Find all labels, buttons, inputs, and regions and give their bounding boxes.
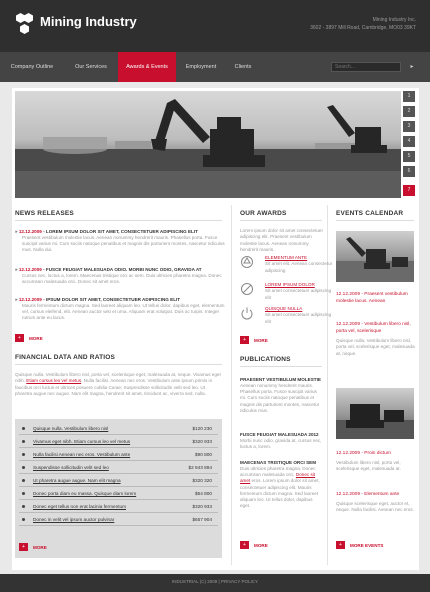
award-item <box>240 255 335 279</box>
row-value: $54 800 <box>195 491 212 496</box>
slide-button-4[interactable]: 4 <box>403 136 415 147</box>
no-entry-icon <box>240 282 254 296</box>
news-item-title[interactable]: » 12.12.2009 - FUSCE FEUGIAT MALESUADA ODIO. MORBI NUNC ODIO, GRAVIDA AT <box>15 267 202 272</box>
bullet-icon <box>22 466 25 469</box>
news-date: 12.12.2009 <box>18 229 42 234</box>
plus-icon: + <box>240 336 249 344</box>
site-footer <box>0 574 430 592</box>
publications-heading: PUBLICATIONS <box>240 356 291 363</box>
news-item-title[interactable]: » 12.12.2009 - IPSUM DOLOR SIT AMET, CONSECTETUER ADIPISCING ELIT <box>15 297 181 302</box>
awards-heading: OUR AWARDS <box>240 210 287 217</box>
row-value: $120 230 <box>192 426 212 431</box>
search-input[interactable] <box>331 62 401 72</box>
news-date: 12.12.2009 <box>18 267 42 272</box>
event-title[interactable]: 12.12.2009 - Proin dictum <box>336 451 391 456</box>
company-info <box>310 16 416 32</box>
award-text: LOREM IPSUM DOLOR Sit amet consectetuer adipiscing elit <box>265 282 335 301</box>
plus-icon: + <box>19 543 28 551</box>
footer-text[interactable]: INDUSTRIAL (C) 2009 | PRIVACY POLICY <box>171 579 259 584</box>
row-label[interactable]: Donec eget tellus non erat lacinia fermentum <box>33 504 127 509</box>
news-title-text: - FUSCE FEUGIAT MALESUADA ODIO. MORBI NUNC ODIO, GRAVIDA AT <box>41 267 202 272</box>
site-header <box>0 0 430 52</box>
more-label: MORE <box>254 542 268 548</box>
table-row <box>19 475 218 487</box>
publication-body: Morbi nunc odio, gravida at, cursus nec, luctus a, lorem. <box>240 438 322 450</box>
news-title-text: - IPSUM DOLOR SIT AMET, CONSECTETUER ADIPISCING ELIT <box>41 297 181 302</box>
events-more-button[interactable] <box>336 541 383 549</box>
news-title-text: - LOREM IPSUM DOLOR SIT AMET, CONSECTETUER ADIPISCING ELIT <box>41 229 198 234</box>
awards-more-button[interactable] <box>240 336 268 344</box>
finance-more-button[interactable] <box>19 543 47 551</box>
table-row <box>19 462 218 474</box>
finance-table <box>15 419 222 558</box>
row-value: $320 933 <box>192 504 212 509</box>
company-name: Mining Industry Inc. <box>372 17 416 23</box>
row-label[interactable]: Vivamus eget nibh. Etiam cursus leo vel metus <box>33 439 131 444</box>
row-value: $2 943 894 <box>188 465 212 470</box>
news-item <box>15 267 225 285</box>
news-item-body: Mauris fermentum dictum magna. Sed laoreet aliquam leo. Ut tellus dolor, dapibus eget, elementum vel, cursus eleifend, elit. Aenean auctor wisi et urna. Aliquam erat volutpat. Duis ac turpis. Integer rutrum ante eu lacus. <box>22 303 225 321</box>
publication-body: Duis ultricies pharetra magna. Donec accumsan malesuada orci. Donec sit amet eros. Lorem ipsum dolor sit amet, consectetuer adipiscing elit. Mauris fermentum dictum magna. Sed laoreet aliquam leo. Ut tellus dolor, dapibus eget. <box>240 466 320 509</box>
site-logo-text[interactable]: Mining Industry <box>40 14 137 29</box>
awards-intro: Lorem ipsum dolor sit amet consectetuer adipiscing elit. Praesent vestibulum molestie lacus. Aenean nonummy hendrerit mauris. <box>240 228 323 252</box>
nav-awards-events[interactable]: Awards & Events <box>118 52 176 82</box>
slide-button-1[interactable]: 1 <box>403 91 415 102</box>
company-address: 3602 - 3897 Mill Road, Cambridge, MO03 39KT <box>310 25 416 31</box>
row-label[interactable]: Quisque nulla. Vestibulum libero nisl <box>33 426 109 431</box>
row-value: $320 933 <box>192 439 212 444</box>
event-image[interactable] <box>336 231 414 282</box>
bullet-icon <box>22 492 25 495</box>
publication-title[interactable]: MAECENAS TRISTIQUE ORCI SEM <box>240 460 317 465</box>
news-heading: NEWS RELEASES <box>15 210 74 217</box>
column-divider <box>231 205 232 565</box>
event-body: Vestibulum libero nisl, porta vel, scelerisque eget, malesuada at. <box>336 460 401 472</box>
heading-divider <box>336 220 414 221</box>
bullet-icon <box>22 427 25 430</box>
bullet-icon <box>22 505 25 508</box>
award-link[interactable]: QUISQUE NULLA <box>265 306 303 311</box>
news-item <box>15 297 225 322</box>
news-item-body: Cursus nec, luctus a, lorem. Maecenas tristique orci ac sem. Duis ultricies pharetra magna. Donec accumsan malesuada orci. Donec sit amet eros. <box>22 273 222 285</box>
hexagon-logo-icon[interactable] <box>16 13 33 35</box>
news-item-title[interactable]: » 12.12.2009 - LOREM IPSUM DOLOR SIT AMET, CONSECTETUER ADIPISCING ELIT <box>15 229 198 234</box>
publication-title[interactable]: FUSCE FEUGIAT MALESUADA 2012 <box>240 432 319 437</box>
table-row <box>19 449 218 461</box>
main-nav <box>0 52 430 82</box>
slide-button-3[interactable]: 3 <box>403 121 415 132</box>
bullet-icon <box>22 453 25 456</box>
heading-divider <box>15 220 222 221</box>
publication-link[interactable]: Donec sit amet <box>240 472 316 484</box>
plus-icon: + <box>240 541 249 549</box>
nav-clients[interactable]: Clients <box>234 64 252 70</box>
more-label: MORE <box>254 337 268 343</box>
heading-divider <box>15 364 222 365</box>
recycle-icon <box>240 255 254 269</box>
table-row <box>19 514 218 526</box>
event-title[interactable]: 12.12.2009 - Praesent vestibulum molestie lacus. Aenean <box>336 292 408 304</box>
slide-button-6[interactable]: 6 <box>403 166 415 177</box>
search-arrow-icon[interactable]: ▸ <box>410 64 414 70</box>
slide-button-5[interactable]: 5 <box>403 151 415 162</box>
row-label[interactable]: Donec in velit vel ipsum auctor pulvinar <box>33 517 115 522</box>
power-icon <box>240 306 254 320</box>
hero-banner-image <box>15 91 401 198</box>
publication-body: Aenean nonummy hendrerit mauris. Phasellus porta. Fusce suscipit varius mi. Cum sociis natoque penatibus et magnis dis parturient montes, nascetur ridiculus mus. <box>240 383 320 413</box>
bullet-icon <box>22 440 25 443</box>
table-row <box>19 488 218 500</box>
event-body: Quisque nulla. Vestibulum libero nisl, porta vel, scelerisque eget, malesuada at, neque. <box>336 338 415 356</box>
event-title[interactable]: 12.12.2009 - Elementum ante <box>336 492 400 497</box>
publications-more-button[interactable] <box>240 541 268 549</box>
event-body: Quisque scelerisque eget, auctor et, neque. Nulla facilisi. Aenean nec eros. <box>336 501 414 513</box>
row-label[interactable]: Suspendisse sollicitudin velit sed leo <box>33 465 109 470</box>
nav-employment[interactable]: Employment <box>185 64 217 70</box>
plus-icon: + <box>15 334 24 342</box>
heading-divider <box>240 220 322 221</box>
row-label[interactable]: Donec porta diam eu massa. Quisque diam lorem <box>33 491 137 496</box>
news-date: 12.12.2009 <box>18 297 42 302</box>
table-row <box>19 501 218 513</box>
news-item <box>15 229 225 254</box>
award-item <box>240 282 335 306</box>
more-label: MORE EVENTS <box>350 542 384 548</box>
award-link[interactable]: LOREM IPSUM DOLOR <box>265 282 315 287</box>
finance-intro: Quisque nulla. Vestibulum libero nisl, porta vel, scelerisque eget, malesuada at, neque. Vivamus eget nibh. Etiam cursus leo vel metus. Nulla facilisi. Aenean nec eros. Vestibulum ante ipsum primis in faucibus orci luctus et ultrices posuere cubilia Curae; Suspendisse sollicitudin velit sed leo. Ut pharetra augue nec augue. Nam elit magna, hendrerit sit amet, tincidunt ac, viverra sed, nulla. <box>15 372 221 396</box>
event-title[interactable]: 12.12.2009 - Vestibulum libero nisl, porta vel, scelerisque <box>336 322 411 334</box>
slide-button-2[interactable]: 2 <box>403 106 415 117</box>
nav-company-outline[interactable]: Company Outline <box>10 64 54 70</box>
events-heading: EVENTS CALENDAR <box>336 210 404 217</box>
row-label[interactable]: Nulla facilisi Aenean nec eros. Vestibulum ante <box>33 452 131 457</box>
row-value: $90 800 <box>195 452 212 457</box>
table-row <box>19 436 218 448</box>
bullet-icon <box>22 479 25 482</box>
heading-divider <box>240 366 322 367</box>
row-value: $657 904 <box>192 517 212 522</box>
slide-button-7[interactable]: 7 <box>403 185 415 196</box>
excavator-scene-illustration <box>15 91 401 198</box>
row-value: $320 320 <box>192 478 212 483</box>
publication-title[interactable]: PRAESENT VESTIBULUM MOLESTIE <box>240 377 321 382</box>
news-item-body: Praesent vestibulum molestie lacus. Aenean nonummy hendrerit mauris. Phasellus porta. Fusce suscipit varius mi. Cum sociis natoque penatibus et magnis dis parturient montes, nascetur ridiculus mus. Nulla dui. <box>22 235 225 253</box>
finance-heading: FINANCIAL DATA AND RATIOS <box>15 354 116 361</box>
plus-icon: + <box>336 541 345 549</box>
row-label[interactable]: Ut pharetra augue augue. Nam elit magna <box>33 478 121 483</box>
award-text: ELEMENTUM ANTE Sit amet elit. Aenean consectetur adipiscing <box>265 255 335 274</box>
more-label: MORE <box>33 544 47 550</box>
more-label: MORE <box>29 335 43 341</box>
award-item <box>240 306 335 330</box>
table-row <box>19 423 218 435</box>
award-text: QUISQUE NULLA Sit amet consectetuer adipiscing elit <box>265 306 335 325</box>
nav-our-services[interactable]: Our Services <box>75 64 107 70</box>
bullet-icon <box>22 518 25 521</box>
event-image[interactable] <box>336 388 414 439</box>
news-more-button[interactable] <box>15 334 43 342</box>
finance-intro-link[interactable]: Etiam cursus leo vel metus <box>26 378 82 384</box>
award-link[interactable]: ELEMENTUM ANTE <box>265 255 308 260</box>
